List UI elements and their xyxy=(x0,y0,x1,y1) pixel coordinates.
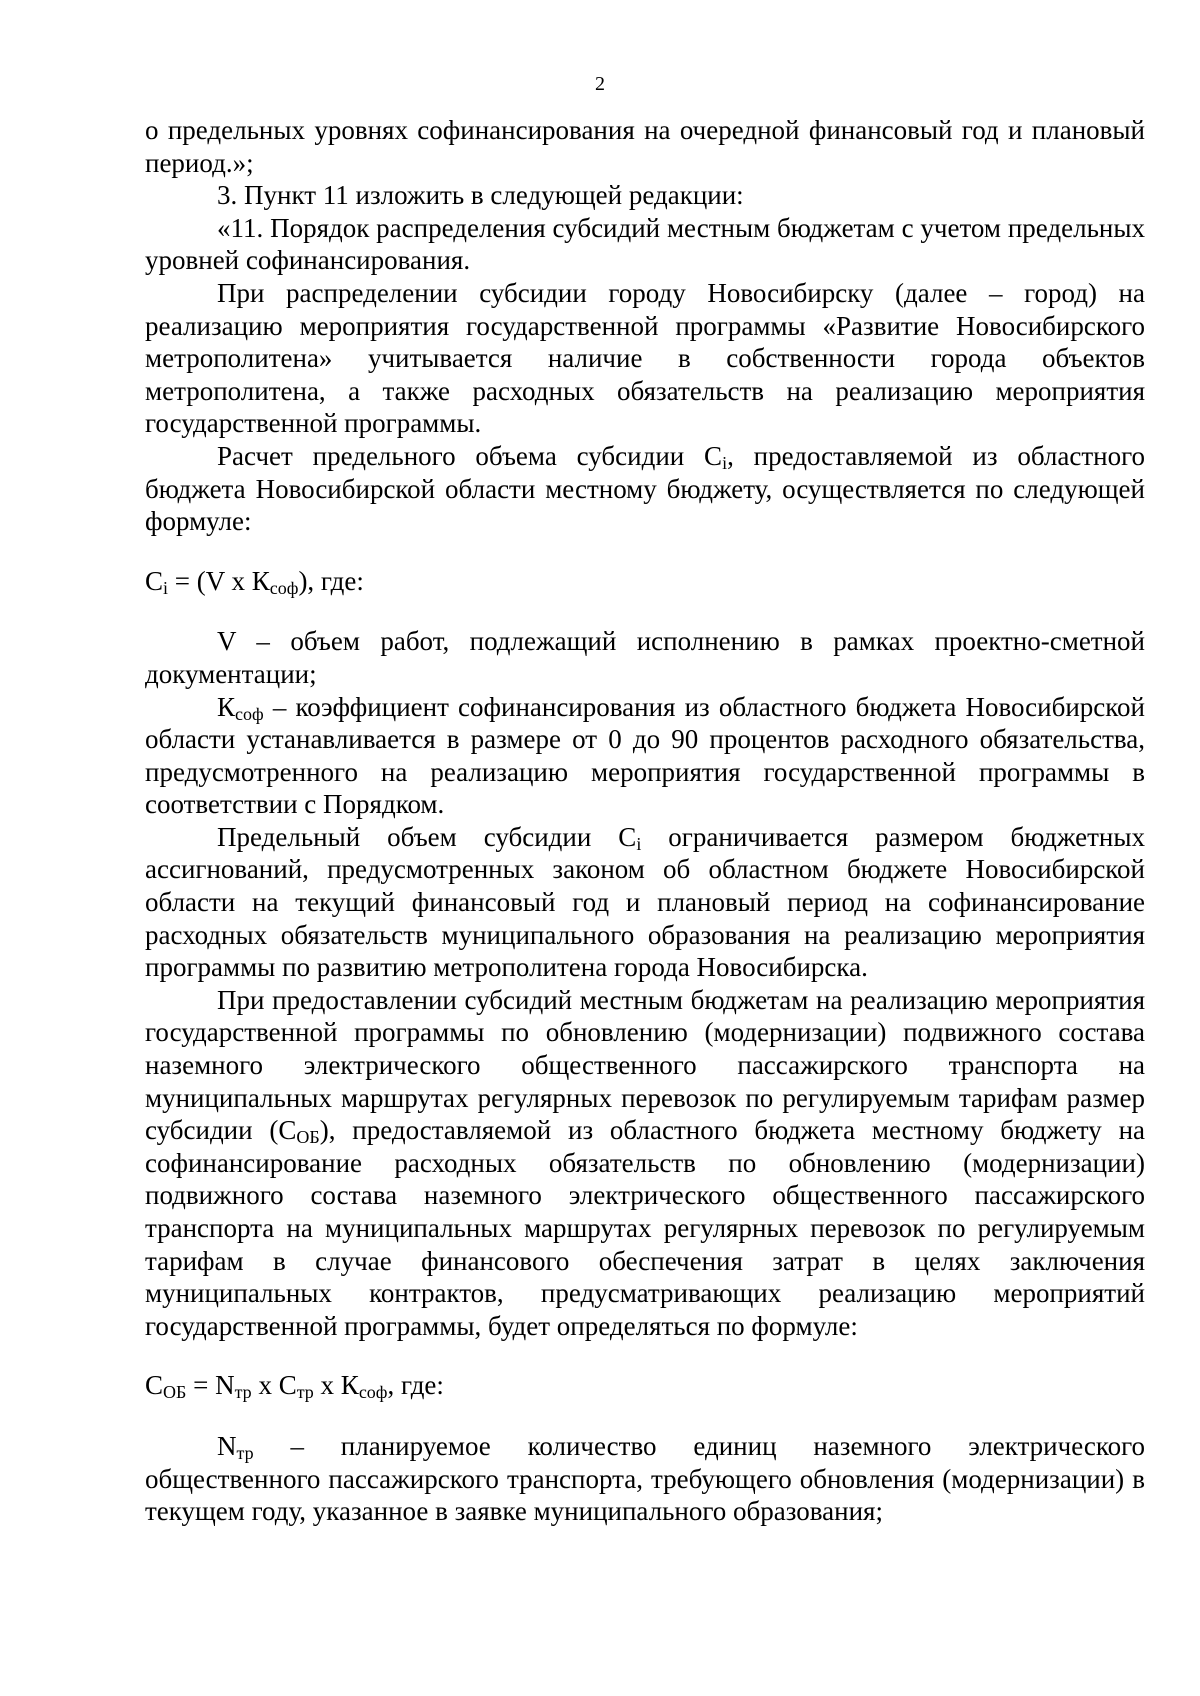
paragraph-8 xyxy=(145,821,1145,984)
page-number: 2 xyxy=(595,73,605,95)
formula-2-sub-4: соф xyxy=(358,1382,388,1403)
paragraph-4: При распределении субсидии городу Новосибирску (далее – город) на реализацию мероприятия государственной программы «Развитие Новосибирского метрополитена» учитывается наличие в собственности города объектов метрополитена, а также расходных обязательств на реализацию мероприятия государственной программы. xyxy=(145,277,1145,439)
paragraph-5-subscript: i xyxy=(722,452,728,473)
paragraph-7 xyxy=(145,691,1145,821)
paragraph-1: о предельных уровнях софинансирования на очередной финансовый год и плановый период.»; xyxy=(145,115,1145,178)
paragraph-8-subscript: i xyxy=(636,833,642,854)
document-body xyxy=(145,114,1145,1528)
paragraph-9-text-b: ), предоставляемой из областного бюджета местному бюджету на софинансирование расходных обязательств по обновлению (модернизации) подвижного состава наземного электрического общественного пассажирского транспорта на муниципальных маршрутах регулярных перевозок по регулируемым тарифам в случае финансового обеспечения затрат в целях заключения муниципальных контрактов, предусматривающих реализацию мероприятий государственной программы, будет определяться по формуле: xyxy=(145,1115,1146,1341)
paragraph-9-subscript: ОБ xyxy=(296,1127,320,1148)
paragraph-5-text-b: , предоставляемой из областного бюджета Новосибирской области местному бюджету, осуществляется по следующей формуле: xyxy=(145,440,1145,537)
formula-2-part-e: , где: xyxy=(387,1370,444,1401)
paragraph-5-text-a: Расчет предельного объема субсидии С xyxy=(217,440,723,471)
formula-1 xyxy=(145,565,1145,598)
paragraph-2: 3. Пункт 11 изложить в следующей редакции: xyxy=(217,180,744,211)
paragraph-9-text-a: При предоставлении субсидий местным бюджетам на реализацию мероприятия государственной программы по обновлению (модернизации) подвижного состава наземного электрического общественного пассажирского транспорта на муниципальных маршрутах регулярных перевозок по регулируемым тарифам размер субсидии (С xyxy=(145,984,1145,1146)
formula-2-sub-1: ОБ xyxy=(163,1382,187,1403)
formula-2-sub-2: тр xyxy=(234,1382,252,1403)
formula-2-part-a: С xyxy=(145,1370,164,1401)
paragraph-10-text-b: – планируемое количество единиц наземного электрического общественного пассажирского транспорта, требующего обновления (модернизации) в текущем году, указанное в заявке муниципального образования; xyxy=(145,1430,1145,1527)
formula-1-sub-1: i xyxy=(163,577,169,598)
paragraph-7-text-a: К xyxy=(217,691,236,722)
formula-1-part-a: С xyxy=(145,565,164,596)
formula-2-part-c: х С xyxy=(251,1370,297,1401)
formula-1-part-b: = (V х К xyxy=(168,565,270,596)
formula-2-part-b: = N xyxy=(186,1370,235,1401)
paragraph-10 xyxy=(145,1430,1145,1528)
formula-2-sub-3: тр xyxy=(296,1382,314,1403)
paragraph-3: «11. Порядок распределения субсидий местным бюджетам с учетом предельных уровней софинансирования. xyxy=(145,212,1145,276)
paragraph-7-subscript: соф xyxy=(235,703,264,724)
paragraph-8-text-a: Предельный объем субсидии С xyxy=(217,821,637,852)
paragraph-10-text-a: N xyxy=(217,1430,237,1461)
formula-2-part-d: х К xyxy=(313,1370,359,1401)
paragraph-7-text-b: – коэффициент софинансирования из областного бюджета Новосибирской области устанавливается в размере от 0 до 90 процентов расходного обязательства, предусмотренного на реализацию мероприятия государственной программы в соответствии с Порядком. xyxy=(145,691,1145,820)
paragraph-6: V – объем работ, подлежащий исполнению в рамках проектно-сметной документации; xyxy=(145,626,1145,689)
paragraph-10-subscript: тр xyxy=(236,1442,254,1463)
formula-1-part-c: ), где: xyxy=(298,565,364,596)
formula-1-sub-2: соф xyxy=(269,577,299,598)
paragraph-8-text-b: ограничивается размером бюджетных ассигнований, предусмотренных законом об областном бюджете Новосибирской области на текущий финансовый год и плановый период на софинансирование расходных обязательств муниципального образования на реализацию мероприятия программы по развитию метрополитена города Новосибирска. xyxy=(145,821,1146,983)
paragraph-5 xyxy=(145,440,1145,538)
formula-2 xyxy=(145,1369,1145,1402)
paragraph-9 xyxy=(145,984,1145,1343)
